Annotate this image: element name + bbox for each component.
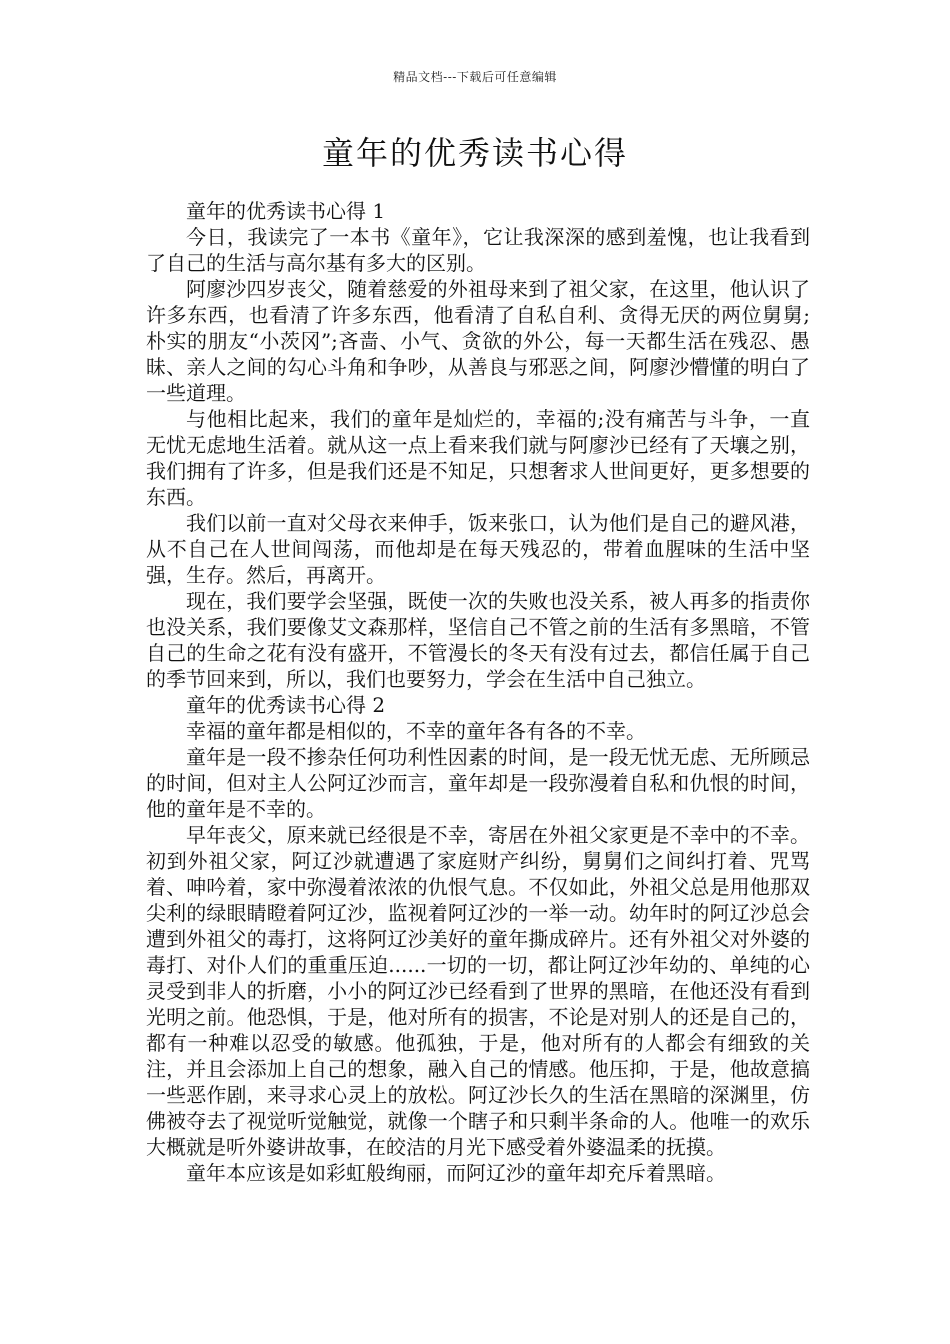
section-heading-1: 童年的优秀读书心得 1 [186,199,386,223]
paragraph: 与他相比起来，我们的童年是灿烂的，幸福的;没有痛苦与斗争，一直无忧无虑地生活着。就从这一点上看来我们就与阿廖沙已经有了天壤之别，我们拥有了许多，但是我们还是不知足，只想奢求人世间更好，更多想要的东西。 [146,407,810,509]
header-note: 精品文档---下载后可任意编辑 [393,70,557,84]
document-title: 童年的优秀读书心得 [321,134,628,172]
paragraph: 阿廖沙四岁丧父，随着慈爱的外祖母来到了祖父家，在这里，他认识了许多东西，也看清了许多东西，他看清了自私自利、贪得无厌的两位舅舅;朴实的朋友“小茨冈”;吝啬、小气、贪欲的外公，每一天都生活在残忍、愚昧、亲人之间的勾心斗角和争吵，从善良与邪恶之间，阿廖沙懵懂的明白了一些道理。 [146,277,810,405]
paragraph: 童年是一段不掺杂任何功利性因素的时间，是一段无忧无虑、无所顾忌的时间，但对主人公阿辽沙而言，童年却是一段弥漫着自私和仇恨的时间，他的童年是不幸的。 [146,745,810,821]
paragraph: 我们以前一直对父母衣来伸手，饭来张口，认为他们是自己的避风港，从不自己在人世间闯荡，而他却是在每天残忍的，带着血腥味的生活中坚强，生存。然后，再离开。 [146,511,810,587]
paragraph: 今日，我读完了一本书《童年》，它让我深深的感到羞愧，也让我看到了自己的生活与高尔基有多大的区别。 [146,225,810,275]
section-heading-2: 童年的优秀读书心得 2 [186,693,386,717]
paragraph: 现在，我们要学会坚强，既使一次的失败也没关系，被人再多的指责你也没关系，我们要像艾文森那样，坚信自己不管之前的生活有多黑暗，不管自己的生命之花有没有盛开，不管漫长的冬天有没有过去，都信任属于自己的季节回来到，所以，我们也要努力，学会在生活中自己独立。 [146,589,810,691]
paragraph: 早年丧父，原来就已经很是不幸，寄居在外祖父家更是不幸中的不幸。初到外祖父家，阿辽沙就遭遇了家庭财产纠纷，舅舅们之间纠打着、咒骂着、呻吟着，家中弥漫着浓浓的仇恨气息。不仅如此，外祖父总是用他那双尖利的绿眼睛瞪着阿辽沙，监视着阿辽沙的一举一动。幼年时的阿辽沙总会遭到外祖父的毒打，这将阿辽沙美好的童年撕成碎片。还有外祖父对外婆的毒打、对仆人们的重重压迫......一切的一切，都让阿辽沙年幼的、单纯的心灵受到非人的折磨，小小的阿辽沙已经看到了世界的黑暗，在他还没有看到光明之前。他恐惧，于是，他对所有的损害，不论是对别人的还是自己的，都有一种难以忍受的敏感。他孤独，于是，他对所有的人都会有细致的关注，并且会添加上自己的想象，融入自己的情感。他压抑，于是，他故意搞一些恶作剧，来寻求心灵上的放松。阿辽沙长久的生活在黑暗的深渊里，仿佛被夺去了视觉听觉触觉，就像一个瞎子和只剩半条命的人。他唯一的欢乐大概就是听外婆讲故事，在皎洁的月光下感受着外婆温柔的抚摸。 [146,823,810,1159]
paragraph: 童年本应该是如彩虹般绚丽，而阿辽沙的童年却充斥着黑暗。 [186,1161,726,1185]
document-body [146,198,810,1186]
paragraph: 幸福的童年都是相似的，不幸的童年各有各的不幸。 [186,719,646,743]
